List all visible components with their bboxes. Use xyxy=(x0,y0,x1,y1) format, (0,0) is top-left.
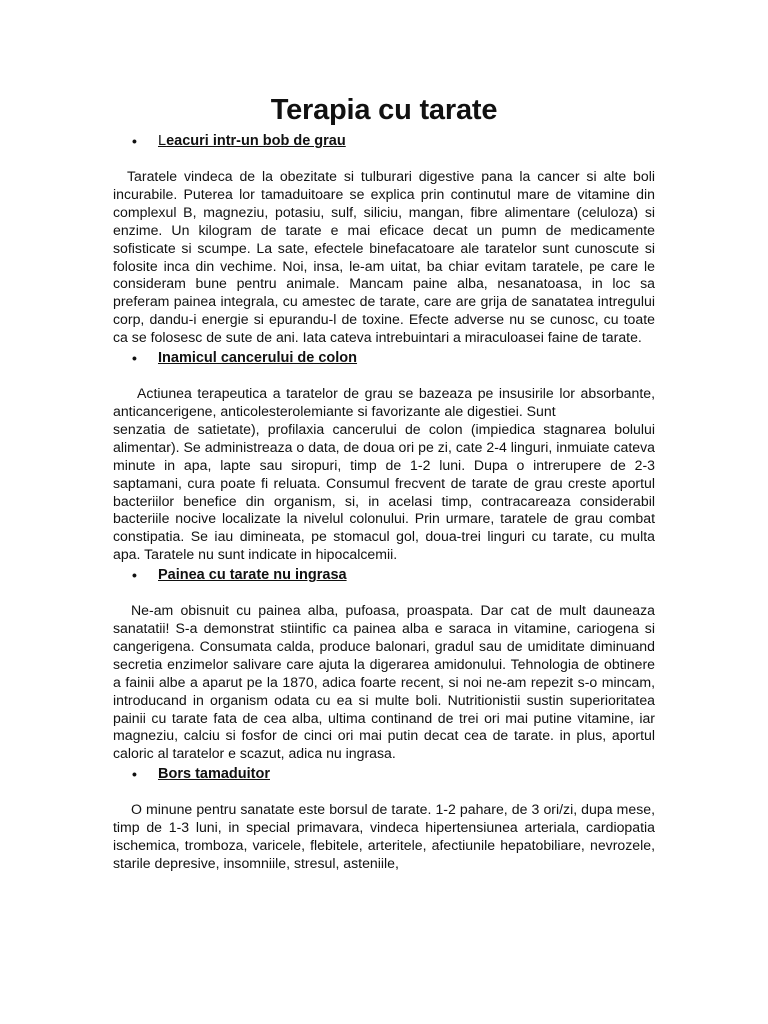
paragraph-text: Taratele vindeca de la obezitate si tulburari digestive pana la cancer si alte boli incurabile. Puterea lor tamaduitoare se explica prin continutul mare de vitamine din complexul B, magneziu, potasiu, sulf, siliciu, mangan, fibre alimentare (celuloza) si enzime. Un kilogram de tarate e mai eficace decat un pumn de medicamente sofisticate si scumpe. La sate, efectele binefacatoare ale taratelor sunt cunoscute si folosite inca din vechime. Noi, insa, le-am uitat, ba chiar evitam taratele, pe care le consideram bune pentru animale. Mancam paine alba, nesanatoasa, in loc sa preferam painea integrala, cu amestec de tarate, care are grija de sanatatea intregului corp, dandu-i energie si epurandu-l de toxine. Efecte adverse nu se cunosc, cu toate ca se folosesc de sute de ani. Iata cateva intrebuintari a miraculoasei faine de tarate. xyxy=(113,168,655,346)
paragraph-text: Actiunea terapeutica a taratelor de grau se bazeaza pe insusirile lor absorbante, anticancerigene, anticolesterolemiante si favorizante ale digestiei. Sunt xyxy=(113,385,655,419)
paragraph-inamicul-b xyxy=(113,421,655,564)
heading-text: Painea cu tarate nu ingrasa xyxy=(158,567,347,584)
heading-text: Inamicul cancerului de colon xyxy=(158,350,358,367)
bullet-icon: • xyxy=(132,567,137,584)
section-heading-bors xyxy=(113,763,655,785)
bullet-icon: • xyxy=(132,766,137,783)
heading-text: Bors tamaduitor xyxy=(158,766,270,783)
paragraph-text: senzatia de satietate), profilaxia cancerului de colon (impiedica stagnarea bolului alimentar). Se administreaza o data, de doua ori pe zi, cate 2-4 linguri, inmuiate cateva minute in apa, lapte sau siropuri, timp de 1-2 luni. Dupa o intrerupere de 2-3 saptamani, cura poate fi reluata. Consumul frecvent de tarate de grau creste aportul bacteriilor benefice din organism, si, in acelasi timp, contracareaza considerabil bacteriile nocive localizate la nivelul colonului. Prin urmare, taratele de grau combat constipatia. Se iau dimineata, pe stomacul gol, doua-trei linguri cu tarate, cu multa apa. Taratele nu sunt indicate in hipocalcemii. xyxy=(113,420,655,563)
paragraph-text: Ne-am obisnuit cu painea alba, pufoasa, proaspata. Dar cat de mult dauneaza sanatatii! S-a demonstrat stiintific ca painea alba e saraca in vitamine, cariogena si cangerigena. Consumata calda, produce balonari, gradul sau de umiditate diminuand secretia enzimelor salivare care ajuta la digerarea amidonului. Tehnologia de obtinere a fainii albe a aparut pe la 1870, adica foarte recent, si noi ne-am repezit s-o mincam, introducand in organism odata cu ea si multe boli. Nutritionistii sustin superioritatea painii cu tarate fata de cea alba, ultima continand de trei ori mai putine vitamine, iar magneziu, calciu si fosfor de cinci ori mai putin decat cea de tarate. in plus, aportul caloric al taratelor e scazut, adica nu ingrasa. xyxy=(113,602,655,762)
spacer xyxy=(113,369,655,385)
paragraph-inamicul-a xyxy=(113,385,655,421)
spacer xyxy=(113,785,655,801)
section-heading-inamicul xyxy=(113,347,655,369)
spacer xyxy=(113,586,655,602)
heading-first-letter: L xyxy=(158,133,167,149)
page-title: Terapia cu tarate xyxy=(270,94,498,126)
paragraph-text: O minune pentru sanatate este borsul de tarate. 1-2 pahare, de 3 ori/zi, dupa mese, timp de 1-3 luni, in special primavara, vindeca hipertensiunea arteriala, cardiopatia ischemica, tromboza, varicele, flebitele, arteritele, afectiunile hepatobiliare, nevrozele, starile depresive, insomniile, stresul, asteniile, xyxy=(113,801,655,871)
section-heading-leacuri xyxy=(113,130,655,152)
paragraph-bors xyxy=(113,801,655,873)
bullet-icon: • xyxy=(132,350,137,367)
paragraph-painea xyxy=(113,602,655,763)
heading-text: eacuri intr-un bob de grau xyxy=(166,133,346,149)
bullet-icon: • xyxy=(132,133,137,149)
section-heading-painea xyxy=(113,564,655,586)
spacer xyxy=(113,152,655,168)
paragraph-leacuri xyxy=(113,168,655,347)
